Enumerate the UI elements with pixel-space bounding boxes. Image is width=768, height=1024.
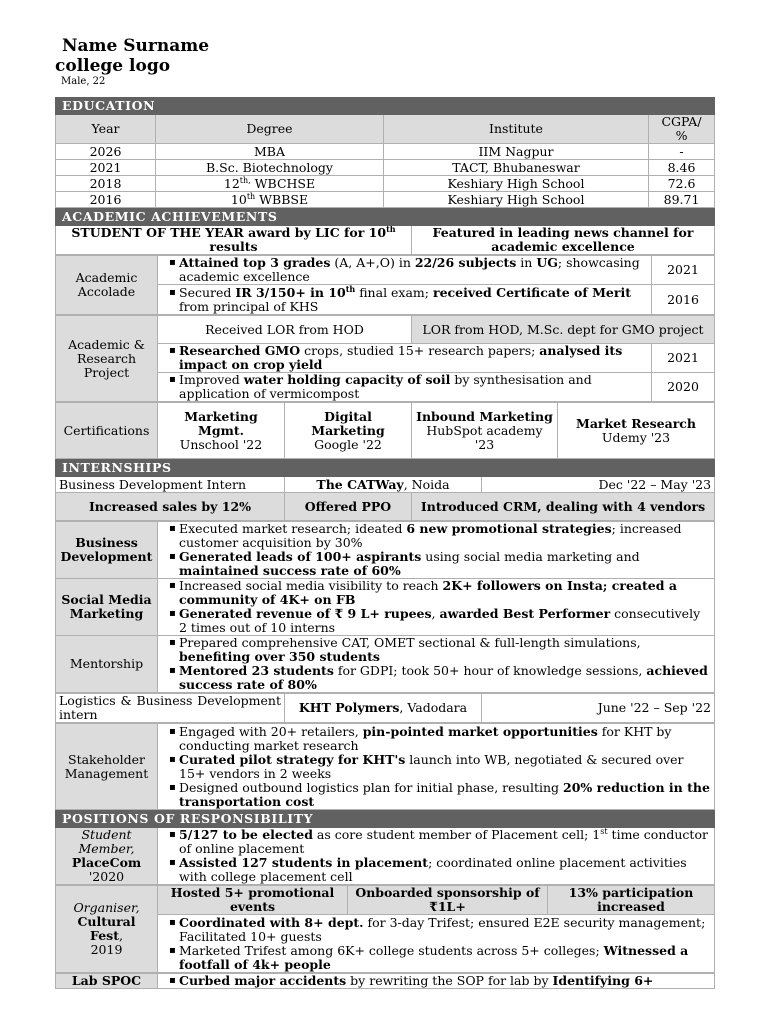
gender-age: Male, 22 <box>61 76 106 87</box>
table-row <box>56 176 715 192</box>
college-logo: college logo <box>55 56 171 76</box>
certifications-label: Certifications <box>56 403 158 459</box>
intern-highlight: Increased sales by 12% <box>56 493 285 521</box>
research-year: 2020 <box>652 373 715 402</box>
list-item: ▪ Engaged with 20+ retailers, pin-pointed market opportunities for KHT by conducting market research ▪ Curated pilot strategy for KHT's launch into WB, negotiated & secured over 15+ vendors in 2 weeks ▪ Designed outbound logistics plan for initial phase, resulting 20% reduction in the transportation cost <box>158 724 715 810</box>
achievement-highlight: STUDENT OF THE YEAR award by LIC for 10th results <box>56 226 412 255</box>
stakeholder-label: Stakeholder Management <box>56 724 158 810</box>
edu-degree: MBA <box>156 144 384 160</box>
edu-degree: 10th WBBSE <box>156 192 384 208</box>
certification: Market Research Udemy '23 <box>558 403 715 459</box>
list-item: ▪ Attained top 3 grades (A, A+,O) in 22/26 subjects in UG; showcasing academic excellence <box>158 256 652 285</box>
list-item: ▪ Increased social media visibility to reach 2K+ followers on Insta; created a community of 4K+ on FB ▪ Generated revenue of ₹ 9 L+ rupees, awarded Best Performer consecutively 2 times out of 10 interns <box>158 579 715 636</box>
accolade-year: 2016 <box>652 285 715 315</box>
col-header-degree: Degree <box>156 115 384 144</box>
research-lor: Received LOR from HOD <box>158 316 412 344</box>
list-item: ▪ 5/127 to be elected as core student member of Placement cell; 1st time conductor of online placement ▪ Assisted 127 students in placement; coordinated online placement activities with college placement cell <box>158 828 715 885</box>
edu-score: 72.6 <box>649 176 715 192</box>
table-row <box>56 144 715 160</box>
section-title-education: EDUCATION <box>56 98 715 115</box>
mentorship-label: Mentorship <box>56 636 158 693</box>
edu-score: 8.46 <box>649 160 715 176</box>
edu-year: 2018 <box>56 176 156 192</box>
edu-institute: TACT, Bhubaneswar <box>384 160 649 176</box>
fest-highlight: Hosted 5+ promotional events <box>158 886 348 915</box>
lab-table <box>55 973 715 989</box>
intern-company: KHT Polymers, Vadodara <box>285 694 482 723</box>
bd-label: Business Development <box>56 522 158 579</box>
certification: Digital Marketing Google '22 <box>285 403 412 459</box>
intern-dates: June '22 – Sep '22 <box>482 694 715 723</box>
list-item: ▪ Curbed major accidents by rewriting the SOP for lab by Identifying 6+ <box>158 974 715 989</box>
intern-highlight: Introduced CRM, dealing with 4 vendors <box>412 493 715 521</box>
edu-institute: Keshiary High School <box>384 192 649 208</box>
lab-label: Lab SPOC <box>56 974 158 989</box>
intern-company: The CATWay, Noida <box>285 477 482 493</box>
edu-degree: B.Sc. Biotechnology <box>156 160 384 176</box>
accolade-year: 2021 <box>652 256 715 285</box>
list-item: ▪ Prepared comprehensive CAT, OMET sectional & full-length simulations, benefiting over 350 students ▪ Mentored 23 students for GDPI; took 50+ hour of knowledge sessions, achieved success rate of 80% <box>158 636 715 693</box>
section-title-achievements: ACADEMIC ACHIEVEMENTS <box>56 209 715 226</box>
list-item: ▪ Researched GMO crops, studied 15+ research papers; analysed its impact on crop yield <box>158 344 652 373</box>
intern-dates: Dec '22 – May '23 <box>482 477 715 493</box>
intern-role: Business Development Intern <box>56 477 285 493</box>
col-header-cgpa: CGPA/ % <box>649 115 715 144</box>
edu-degree: $12^{th,}$ WBCHSE <box>156 176 384 192</box>
certifications-table <box>55 402 715 459</box>
section-title-por: POSITIONS OF RESPONSIBILITY <box>56 811 715 828</box>
table-row <box>56 192 715 208</box>
edu-institute: IIM Nagpur <box>384 144 649 160</box>
edu-score: - <box>649 144 715 160</box>
certification: Marketing Mgmt. Unschool '22 <box>158 403 285 459</box>
intern-highlight: Offered PPO <box>285 493 412 521</box>
por-table <box>55 810 715 885</box>
col-header-year: Year <box>56 115 156 144</box>
fest-highlight: Onboarded sponsorship of ₹1L+ <box>348 886 548 915</box>
edu-year: 2016 <box>56 192 156 208</box>
list-item: ▪ Executed market research; ideated 6 new promotional strategies; increased customer acquisition by 30% ▪ Generated leads of 100+ aspirants using social media marketing and maintained success rate of 60% <box>158 522 715 579</box>
table-row <box>56 160 715 176</box>
intern-role: Logistics & Business Development intern <box>56 694 285 723</box>
edu-institute: Keshiary High School <box>384 176 649 192</box>
internship-1-details <box>55 521 715 693</box>
internship-2-details <box>55 723 715 810</box>
internship-2-table <box>55 693 715 723</box>
certification: Inbound Marketing HubSpot academy '23 <box>412 403 558 459</box>
achievement-highlight: Featured in leading news channel for academic excellence <box>412 226 715 255</box>
achievements-table <box>55 208 715 255</box>
placecom-label: Student Member, PlaceCom '2020 <box>56 828 158 885</box>
education-table <box>55 97 715 208</box>
research-year: 2021 <box>652 344 715 373</box>
edu-year: 2026 <box>56 144 156 160</box>
section-title-internships: INTERNSHIPS <box>56 460 715 477</box>
accolade-label: Academic Accolade <box>56 256 158 315</box>
col-header-institute: Institute <box>384 115 649 144</box>
internship-1-table <box>55 459 715 521</box>
research-label: Academic & Research Project <box>56 316 158 402</box>
research-table <box>55 315 715 402</box>
list-item: ▪ Secured IR 3/150+ in 10th final exam; received Certificate of Merit from principal of KHS <box>158 285 652 315</box>
fest-table <box>55 885 715 973</box>
sm-label: Social Media Marketing <box>56 579 158 636</box>
fest-highlight: 13% participation increased <box>548 886 715 915</box>
list-item: ▪ Coordinated with 8+ dept. for 3-day Trifest; ensured E2E security management; Facilitated 10+ guests ▪ Marketed Trifest among 6K+ college students across 5+ colleges; Witnessed a footfall of 4k+ people <box>158 915 715 973</box>
edu-year: 2021 <box>56 160 156 176</box>
list-item: ▪ Improved water holding capacity of soil by synthesisation and application of vermicompost <box>158 373 652 402</box>
research-lor: LOR from HOD, M.Sc. dept for GMO project <box>412 316 715 344</box>
candidate-name: Name Surname <box>62 36 210 56</box>
edu-score: 89.71 <box>649 192 715 208</box>
accolade-table <box>55 255 715 315</box>
resume-body <box>55 97 714 989</box>
resume-header <box>55 36 209 88</box>
fest-label: Organiser, Cultural Fest, 2019 <box>56 886 158 973</box>
